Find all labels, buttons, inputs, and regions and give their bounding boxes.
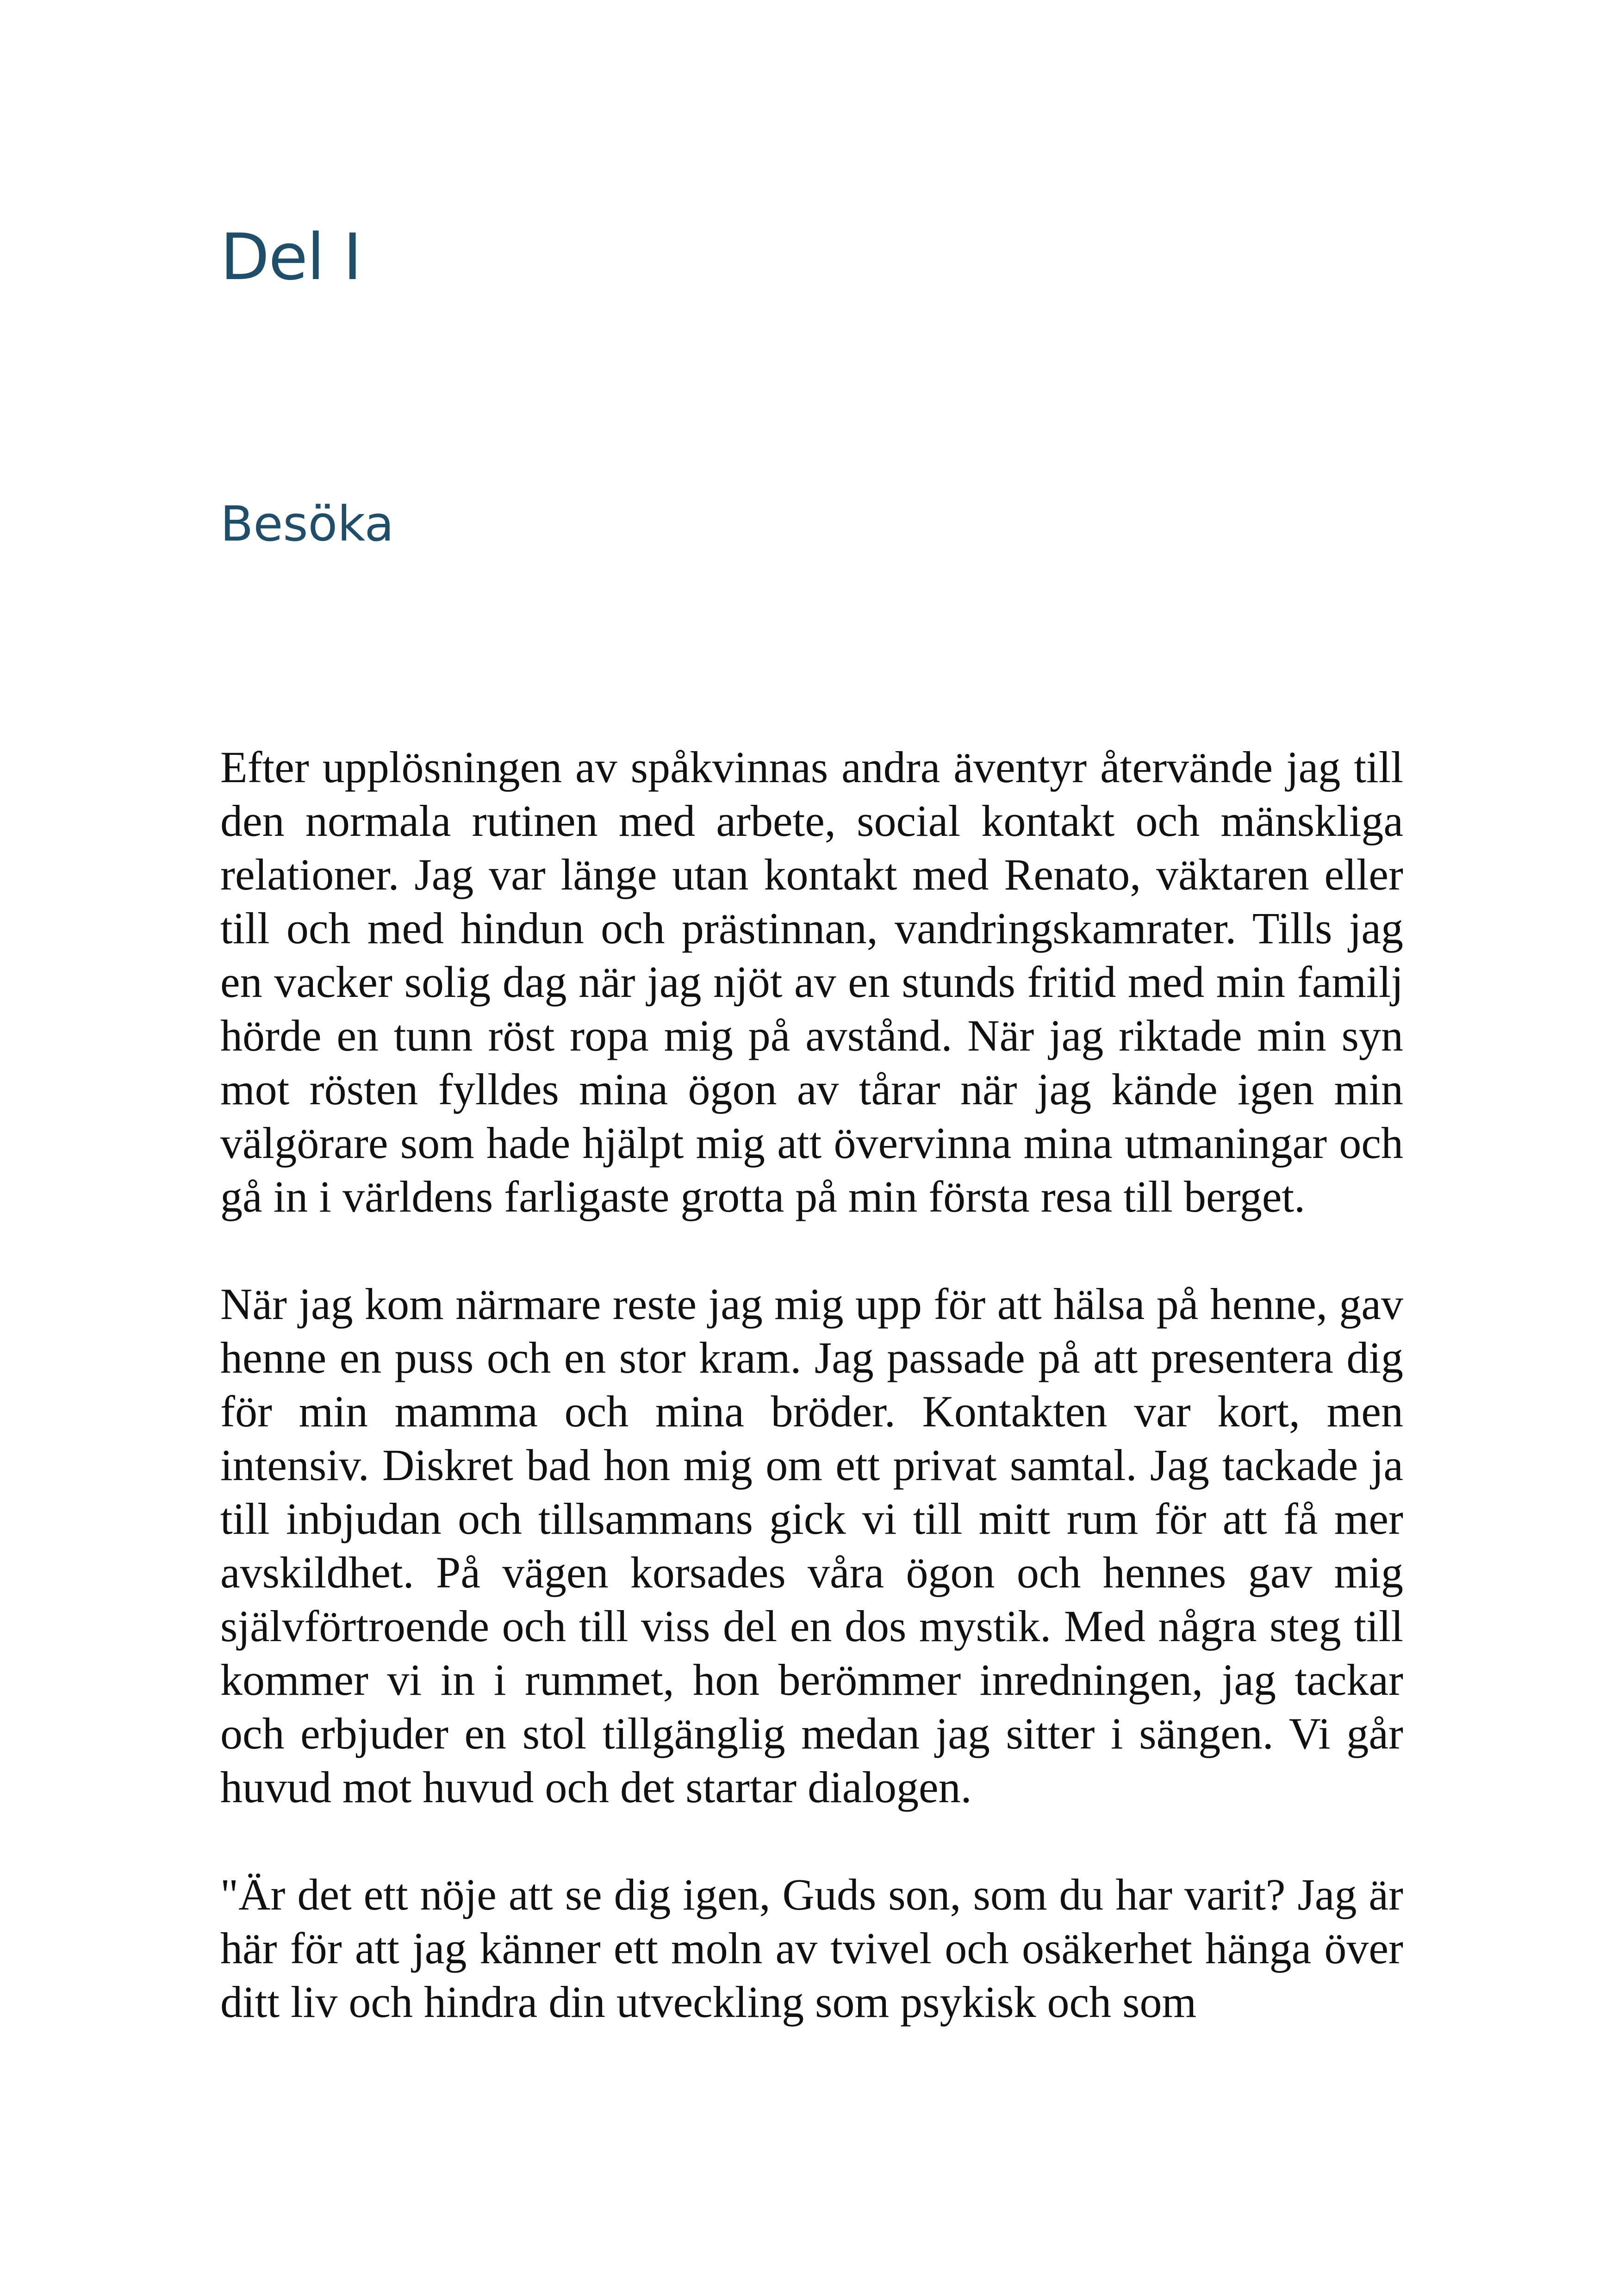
part-title: Del I [220, 220, 361, 294]
chapter-title: Besöka [220, 496, 394, 552]
paragraph-2: När jag kom närmare reste jag mig upp för att hälsa på henne, gav henne en puss och en stor kram. Jag passade på att presentera dig för min mamma och mina bröder. Kontakten var kort, men intensiv. Diskret bad hon mig om ett privat samtal. Jag tackade ja till inbjudan och tillsammans gick vi till mitt rum för att få mer avskildhet. På vägen korsades våra ögon och hennes gav mig självförtroende och till viss del en dos mystik. Med några steg till kommer vi in i rummet, hon berömmer inredningen, jag tackar och erbjuder en stol tillgänglig medan jag sitter i sängen. Vi går huvud mot huvud och det startar dialogen. [220, 1279, 1403, 1812]
paragraph-3: "Är det ett nöje att se dig igen, Guds son, som du har varit? Jag är här för att jag känner ett moln av tvivel och osäkerhet hänga över ditt liv och hindra din utveckling som psykisk och som [220, 1870, 1403, 2027]
chapter-body [220, 740, 1403, 2083]
paragraph-1: Efter upplösningen av spåkvinnas andra äventyr återvände jag till den normala rutinen med arbete, social kontakt och mänskliga relationer. Jag var länge utan kontakt med Renato, väktaren eller till och med hindun och prästinnan, vandringskamrater. Tills jag en vacker solig dag när jag njöt av en stunds fritid med min familj hörde en tunn röst ropa mig på avstånd. När jag riktade min syn mot rösten fylldes mina ögon av tårar när jag kände igen min välgörare som hade hjälpt mig att övervinna mina utmaningar och gå in i världens farligaste grotta på min första resa till berget. [220, 742, 1403, 1221]
